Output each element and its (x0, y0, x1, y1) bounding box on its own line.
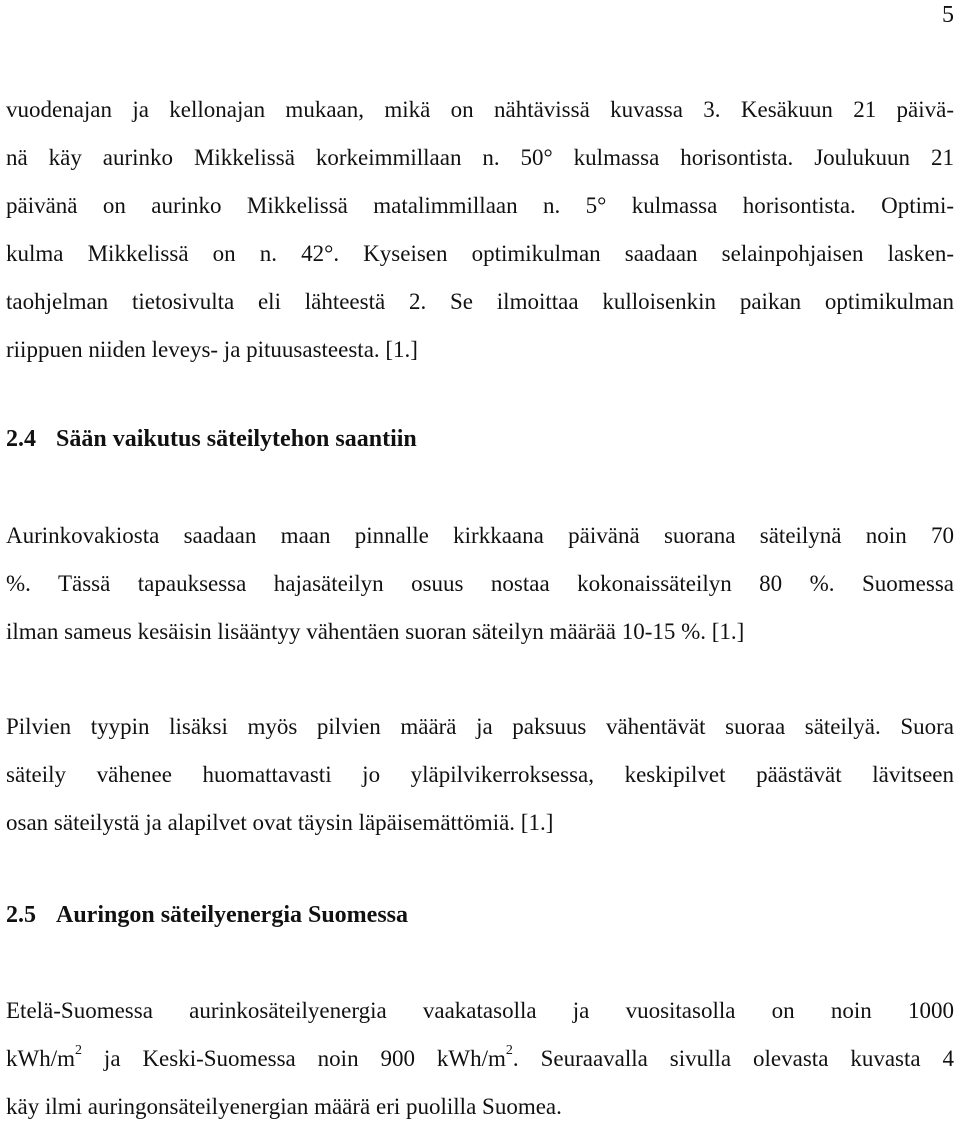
paragraph-solar-energy (6, 987, 954, 1131)
text-fragment: kWh/m (6, 1046, 75, 1071)
paragraph-line: kulma Mikkelissä on n. 42°. Kyseisen optimikulman saadaan selainpohjaisen lasken- (6, 241, 954, 266)
page-number: 5 (942, 2, 954, 28)
text-fragment: . Seuraavalla sivulla olevasta kuvasta 4 (512, 1046, 955, 1071)
paragraph-line: päivänä on aurinko Mikkelissä matalimmillaan n. 5° kulmassa horisontista. Optimi- (6, 193, 954, 218)
paragraph-sun-angle (6, 86, 954, 374)
paragraph-line: ilman sameus kesäisin lisääntyy vähentäen suoran säteilyn määrää 10-15 %. [1.] (6, 619, 745, 644)
paragraph-line: vuodenajan ja kellonajan mukaan, mikä on nähtävissä kuvassa 3. Kesäkuun 21 päivä- (6, 97, 954, 122)
paragraph-line: säteily vähenee huomattavasti jo yläpilvikerroksessa, keskipilvet päästävät lävitseen (6, 762, 954, 787)
section-title: Auringon säteilyenergia Suomessa (56, 902, 409, 928)
paragraph-line: käy ilmi auringonsäteilyenergian määrä eri puolilla Suomea. (6, 1094, 562, 1119)
superscript: 2 (75, 1043, 82, 1059)
paragraph-clouds (6, 703, 954, 847)
paragraph-line: Aurinkovakiosta saadaan maan pinnalle kirkkaana päivänä suorana säteilynä noin 70 (6, 523, 954, 548)
section-title: Sään vaikutus säteilytehon saantiin (56, 426, 417, 452)
text-fragment: ja Keski-Suomessa noin 900 kWh/m (82, 1046, 506, 1071)
superscript: 2 (505, 1043, 513, 1059)
paragraph-weather-effect (6, 512, 954, 656)
section-number: 2.5 (6, 902, 36, 928)
paragraph-line: osan säteilystä ja alapilvet ovat täysin läpäisemättömiä. [1.] (6, 810, 554, 835)
paragraph-line: Etelä-Suomessa aurinkosäteilyenergia vaakatasolla ja vuositasolla on noin 1000 (6, 998, 954, 1023)
section-heading-2-4 (6, 426, 417, 453)
paragraph-line: Pilvien tyypin lisäksi myös pilvien määrä ja paksuus vähentävät suoraa säteilyä. Suora (6, 714, 954, 739)
paragraph-line: nä käy aurinko Mikkelissä korkeimmillaan n. 50° kulmassa horisontista. Joulukuun 21 (6, 145, 954, 170)
paragraph-line: taohjelman tietosivulta eli lähteestä 2. Se ilmoittaa kulloisenkin paikan optimikulman (6, 289, 954, 314)
paragraph-line: riippuen niiden leveys- ja pituusasteesta. [1.] (6, 337, 418, 362)
section-heading-2-5 (6, 902, 408, 929)
paragraph-line: %. Tässä tapauksessa hajasäteilyn osuus nostaa kokonaissäteilyn 80 %. Suomessa (6, 571, 954, 596)
section-number: 2.4 (6, 426, 36, 452)
paragraph-line-units (6, 1035, 954, 1083)
